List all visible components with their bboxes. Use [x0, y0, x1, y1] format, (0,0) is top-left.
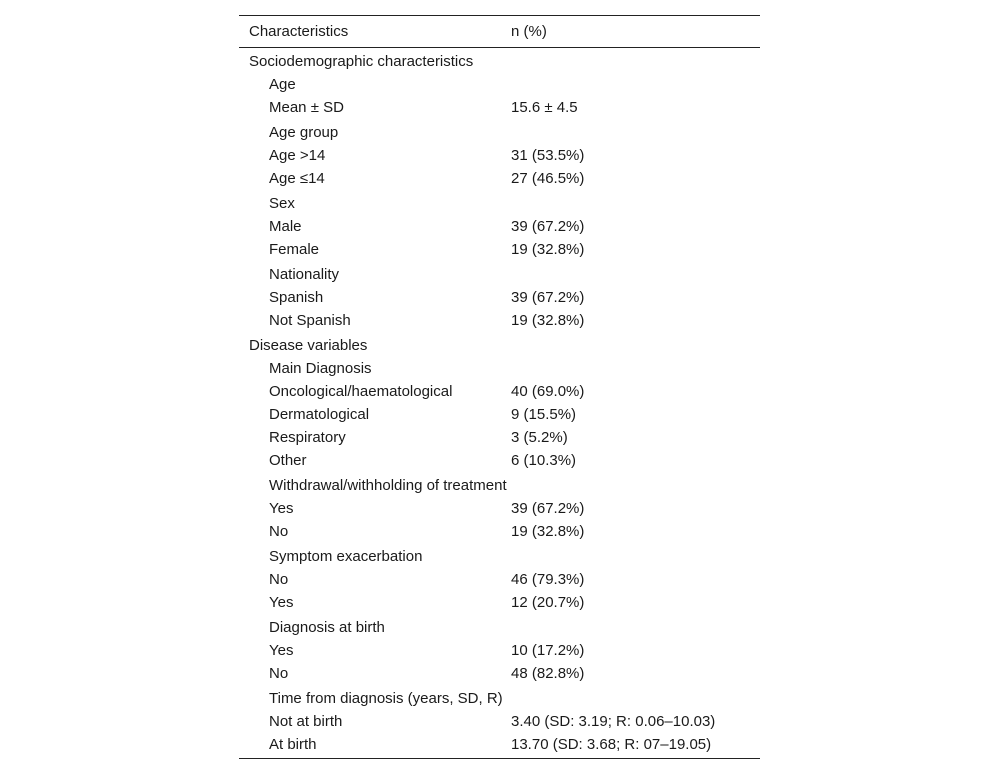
row-value: 10 (17.2%) — [511, 642, 585, 659]
row-label: Mean ± SD — [269, 99, 344, 116]
row-label: No — [269, 665, 289, 682]
header-characteristics: Characteristics — [249, 23, 349, 40]
group-row — [239, 472, 760, 497]
row-value: 19 (32.8%) — [511, 523, 585, 540]
row-label: Female — [269, 241, 320, 258]
row-label: Not at birth — [269, 713, 343, 730]
row-value: 39 (67.2%) — [511, 289, 585, 306]
row-label: Age >14 — [269, 147, 326, 164]
section-row — [239, 334, 760, 357]
row-value: 19 (32.8%) — [511, 241, 585, 258]
row-value: 13.70 (SD: 3.68; R: 07–19.05) — [511, 736, 712, 753]
row-label: Respiratory — [269, 429, 346, 446]
section-row — [239, 50, 760, 73]
row-label: No — [269, 523, 289, 540]
row-value: 3 (5.2%) — [511, 429, 568, 446]
row-label: Other — [269, 452, 307, 469]
table-row — [239, 426, 760, 449]
group-row — [239, 261, 760, 286]
group-row — [239, 543, 760, 568]
row-label: Yes — [269, 642, 294, 659]
characteristics-table — [239, 15, 760, 759]
row-value: 19 (32.8%) — [511, 312, 585, 329]
table-row — [239, 309, 760, 332]
row-label: Yes — [269, 594, 294, 611]
section-title: Disease variables — [249, 337, 368, 354]
table-row — [239, 96, 760, 119]
table-row — [239, 497, 760, 520]
row-value: 46 (79.3%) — [511, 571, 585, 588]
row-label: Yes — [269, 500, 294, 517]
row-value: 27 (46.5%) — [511, 170, 585, 187]
table-row — [239, 215, 760, 238]
table-row — [239, 403, 760, 426]
group-row — [239, 73, 760, 96]
group-title: Time from diagnosis (years, SD, R) — [269, 690, 503, 707]
table-row — [239, 639, 760, 662]
table-row — [239, 286, 760, 309]
row-label: Dermatological — [269, 406, 370, 423]
table-bottom-rule — [239, 758, 760, 759]
group-title: Main Diagnosis — [269, 360, 372, 377]
table-row — [239, 167, 760, 190]
group-row — [239, 614, 760, 639]
row-value: 12 (20.7%) — [511, 594, 585, 611]
table-row — [239, 591, 760, 614]
group-title: Symptom exacerbation — [269, 548, 423, 565]
table-body — [239, 48, 760, 758]
table-row — [239, 144, 760, 167]
group-row — [239, 119, 760, 144]
header-n-percent: n (%) — [511, 23, 547, 40]
group-title: Age group — [269, 124, 339, 141]
group-row — [239, 190, 760, 215]
group-title: Nationality — [269, 266, 340, 283]
row-value: 48 (82.8%) — [511, 665, 585, 682]
row-value: 31 (53.5%) — [511, 147, 585, 164]
row-value: 39 (67.2%) — [511, 500, 585, 517]
table-row — [239, 733, 760, 756]
table-row — [239, 710, 760, 733]
table-header — [239, 16, 760, 47]
row-label: Spanish — [269, 289, 324, 306]
row-value: 15.6 ± 4.5 — [511, 99, 578, 116]
row-value: 3.40 (SD: 3.19; R: 0.06–10.03) — [511, 713, 716, 730]
table-row — [239, 568, 760, 591]
section-title: Sociodemographic characteristics — [249, 53, 474, 70]
row-value: 6 (10.3%) — [511, 452, 577, 469]
table-row — [239, 520, 760, 543]
table-row — [239, 238, 760, 261]
group-row — [239, 685, 760, 710]
row-value: 39 (67.2%) — [511, 218, 585, 235]
row-label: No — [269, 571, 289, 588]
table-row — [239, 449, 760, 472]
row-label: At birth — [269, 736, 317, 753]
row-label: Oncological/haematological — [269, 383, 453, 400]
row-label: Male — [269, 218, 302, 235]
group-title: Sex — [269, 195, 295, 212]
group-title: Withdrawal/withholding of treatment — [269, 477, 507, 494]
table-row — [239, 662, 760, 685]
row-label: Not Spanish — [269, 312, 351, 329]
group-title: Age — [269, 76, 296, 93]
row-value: 9 (15.5%) — [511, 406, 577, 423]
row-label: Age ≤14 — [269, 170, 325, 187]
group-row — [239, 357, 760, 380]
row-value: 40 (69.0%) — [511, 383, 585, 400]
group-title: Diagnosis at birth — [269, 619, 385, 636]
table-row — [239, 380, 760, 403]
